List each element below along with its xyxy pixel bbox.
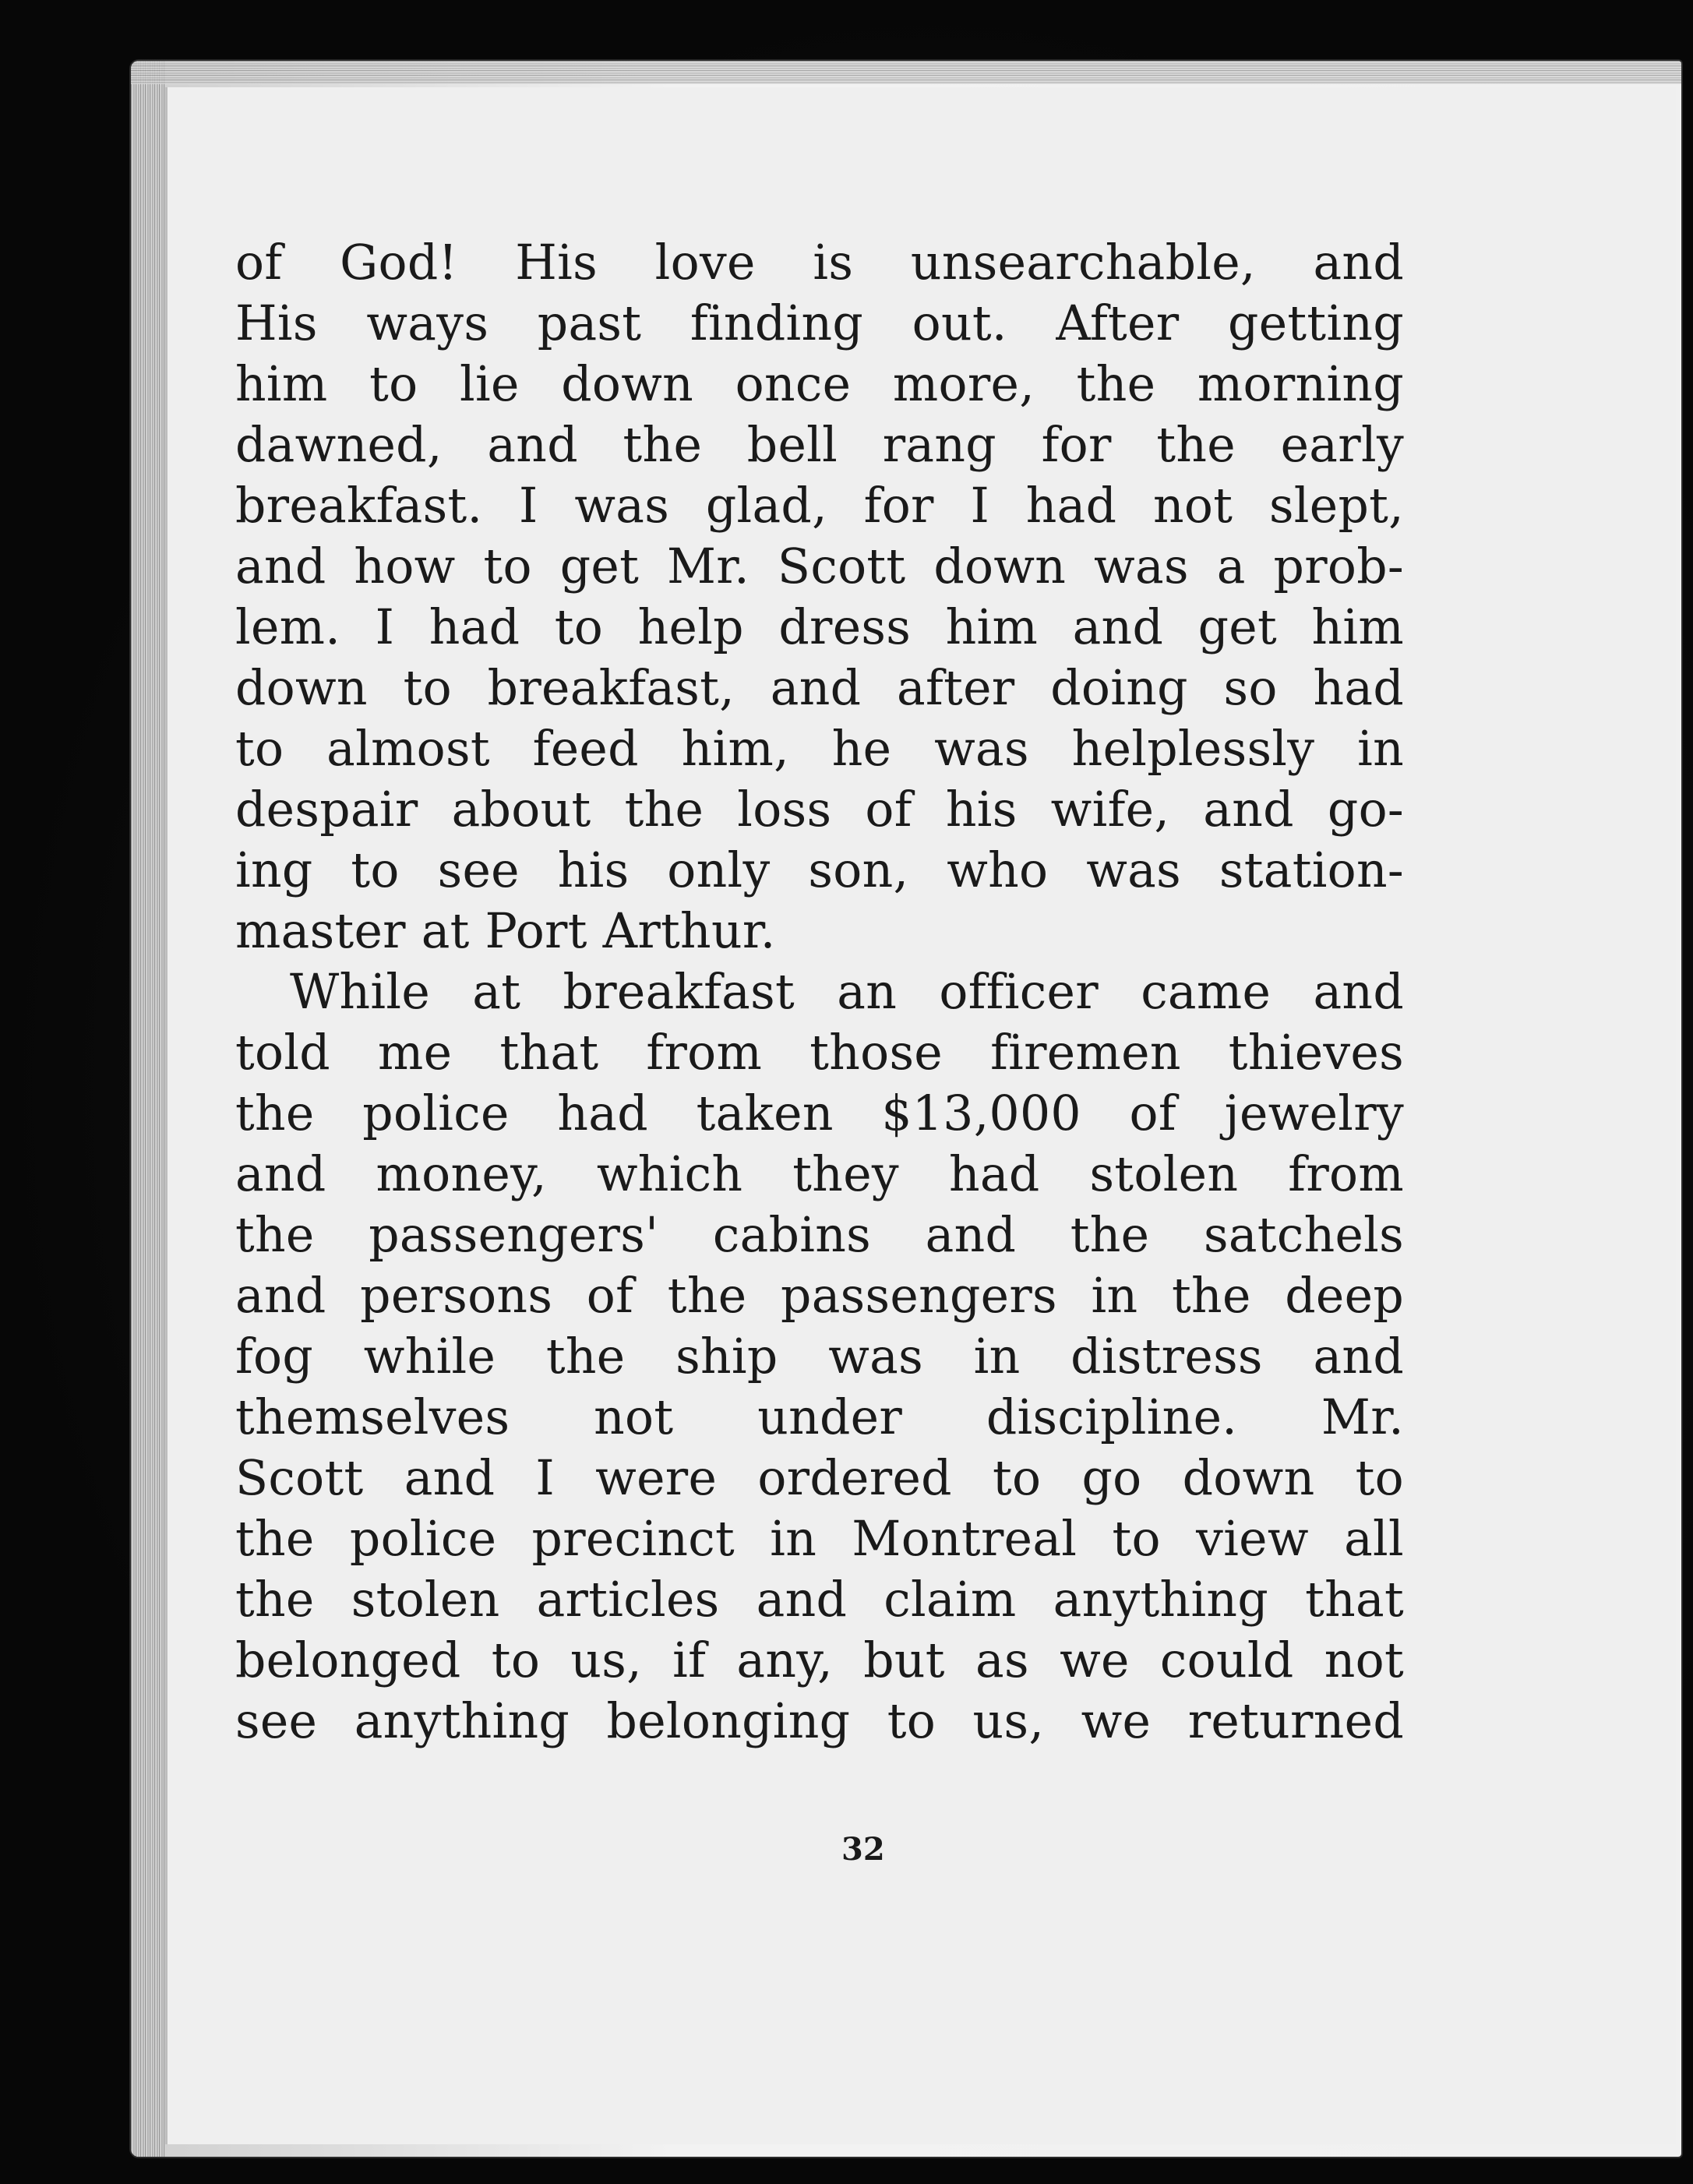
text-line: master at Port Arthur. (235, 903, 776, 959)
page-number: 32 (841, 1831, 885, 1868)
text-line: themselves not under discipline. Mr. (235, 1389, 1404, 1445)
text-line: and money, which they had stolen from (235, 1146, 1404, 1202)
text-line: and how to get Mr. Scott down was a prob- (235, 538, 1404, 595)
text-line: fog while the ship was in distress and (235, 1328, 1404, 1385)
text-line: belonged to us, if any, but as we could not (235, 1632, 1404, 1688)
text-line: the police precinct in Montreal to view all (235, 1511, 1404, 1567)
text-line: breakfast. I was glad, for I had not slept, (235, 478, 1404, 534)
text-line: dawned, and the bell rang for the early (235, 417, 1404, 473)
text-line: While at breakfast an officer came and (290, 964, 1404, 1020)
text-line: told me that from those firemen thieves (235, 1025, 1404, 1081)
text-line: lem. I had to help dress him and get him (235, 599, 1404, 655)
text-line: see anything belonging to us, we returned (235, 1693, 1404, 1749)
text-line: and persons of the passengers in the deep (235, 1268, 1404, 1324)
text-line: him to lie down once more, the morning (235, 356, 1404, 412)
text-line: His ways past finding out. After getting (235, 295, 1404, 351)
body-text (235, 232, 1404, 1752)
text-line: the passengers' cabins and the satchels (235, 1207, 1404, 1263)
text-line: Scott and I were ordered to go down to (235, 1450, 1404, 1506)
paragraph-2 (235, 961, 1404, 1752)
text-line: ing to see his only son, who was station- (235, 842, 1404, 898)
text-line: the stolen articles and claim anything that (235, 1572, 1404, 1628)
text-line: of God! His love is unsearchable, and (235, 235, 1404, 291)
text-line: despair about the loss of his wife, and go- (235, 782, 1404, 838)
paragraph-1 (235, 232, 1404, 961)
text-line: down to breakfast, and after doing so had (235, 660, 1404, 716)
text-line: the police had taken $13,000 of jewelry (235, 1085, 1404, 1141)
text-line: to almost feed him, he was helplessly in (235, 721, 1404, 777)
